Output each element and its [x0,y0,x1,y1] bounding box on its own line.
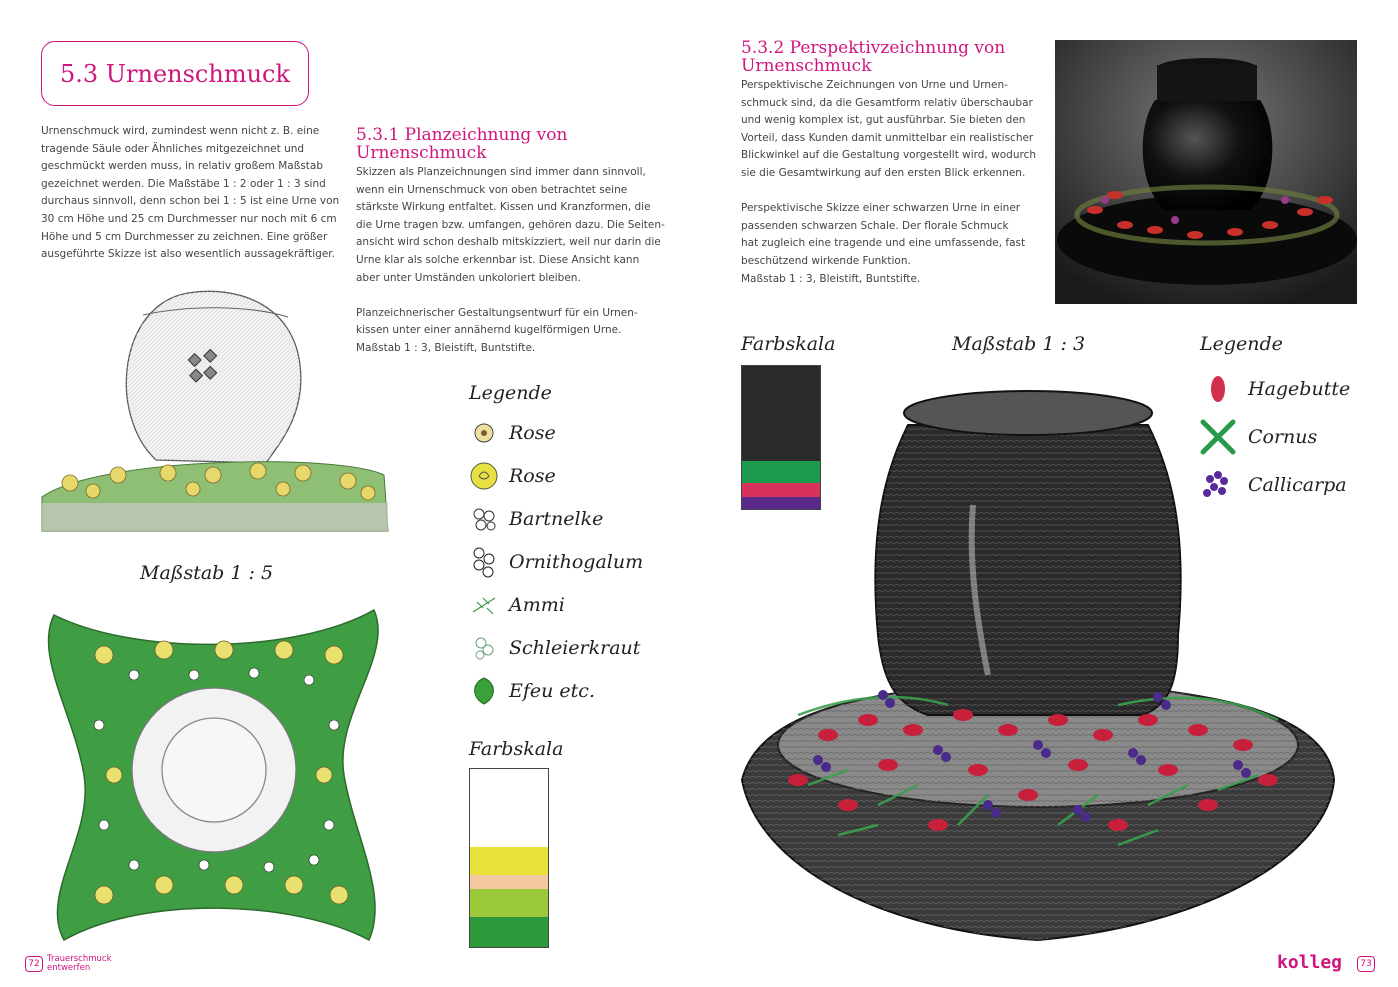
color-scale-left [469,768,549,948]
scale-label-1-3: Maßstab 1 : 3 [952,333,1086,355]
intro-line: gezeichnet werden. Die Maßstäbe 1 : 2 oder 1 : 3 sind [41,177,326,190]
page-number-left: 72 [25,956,43,972]
ornithogalum-icon [469,545,499,579]
color-scale-title-right: Farbskala [741,333,836,355]
small-rose-icon [469,418,499,448]
urn-side-view-sketch [38,285,390,535]
intro-line: Urnenschmuck wird, zumindest wenn nicht z. B. eine [41,125,320,137]
urn-perspective-sketch [738,385,1338,950]
intro-line: Höhe und 5 cm Durchmesser zu zeichnen. Eine größer [41,230,328,243]
legend-item: Ammi [469,583,643,626]
legend-item: Schleierkraut [469,626,643,669]
schleierkraut-icon [469,633,499,663]
intro-line: geschmückt werden muss, in relativ großem Maßstab [41,160,324,173]
legend-item: Rose [469,411,643,454]
legend-title-right: Legende [1200,333,1283,355]
intro-paragraph [41,123,341,264]
bartnelke-icon [469,504,499,534]
intro-line: durchaus sinnvoll, denn schon bei 1 : 5 ist eine Urne von [41,195,340,208]
legend-item: Hagebutte [1198,365,1350,413]
page-number-right: 73 [1357,956,1375,972]
legend-title-left: Legende [469,382,552,404]
legend-item: Efeu etc. [469,669,643,712]
color-band [470,769,548,847]
color-band [470,917,548,947]
brand-logo: kolleg [1277,952,1343,973]
yellow-rose-icon [469,461,499,491]
section-531-body: Skizzen als Planzeichnungen sind immer dann sinnvoll, wenn ein Urnenschmuck von oben betrachtet seine stärkste Wirkung entfaltet. Kissen und Kranzformen, die die Urne tragen bzw. umfangen, gehören dazu. Die Seiten- ansicht wird schon deshalb mitskizziert, weil nur darin die Urne klar als solche erkennbar ist. Diese Ansicht kann aber unter Umständen unkoloriert bleiben. Planzeichnerischer Gestaltungsentwurf für ein Urnen- kissen unter einer annähernd kugelförmigen Urne. Maßstab 1 : 3, Bleistift, Buntstifte. [356,166,665,354]
intro-line: ausgeführte Skizze ist also wesentlich aussagekräftiger. [41,248,335,261]
legend-item: Rose [469,454,643,497]
scale-label-1-5: Maßstab 1 : 5 [140,562,274,584]
intro-line: 30 cm Höhe und 25 cm Durchmesser nur noch mit 6 cm [41,212,337,225]
ammi-icon [469,590,499,620]
page-title: 5.3 Urnenschmuck [59,59,291,88]
legend-item: Ornithogalum [469,540,643,583]
color-band [470,889,548,917]
efeu-icon [469,675,499,707]
section-heading-532: 5.3.2 Perspektivzeichnung von Urnenschmuck [741,38,1006,76]
page-title-box [41,41,309,106]
color-band [470,847,548,875]
legend-item: Callicarpa [1198,461,1350,509]
urn-photo [1055,40,1357,304]
section-532-body: Perspektivische Zeichnungen von Urne und Urnen- schmuck sind, da die Gesamtform relativ überschaubar und wenig komplex ist, gut ausführbar. Sie bieten den Vorteil, dass Kunden damit unmittelbar ein realistischer Blickwinkel auf die Gestaltung vorgestellt wird, wodurch sie die Gesamtwirkung auf den ersten Blick erkennen. Perspektivische Skizze einer schwarzen Urne in einer passenden schwarzen Schale. Der florale Schmuck hat zugleich eine tragende und eine umfassende, fast beschützend wirkende Funktion. Maßstab 1 : 3, Bleistift, Buntstifte. [741,79,1036,285]
legend-left [469,411,643,712]
footer-chapter-left: Trauerschmuck entwerfen [47,954,112,973]
color-scale-title-left: Farbskala [469,738,564,760]
legend-item: Cornus [1198,413,1350,461]
urn-top-view-sketch [44,595,390,950]
intro-line: tragende Säule oder Ähnliches mitgezeichnet und [41,142,305,155]
section-heading-531: 5.3.1 Planzeichnung von Urnenschmuck [356,125,568,163]
legend-item: Bartnelke [469,497,643,540]
color-band [470,875,548,889]
